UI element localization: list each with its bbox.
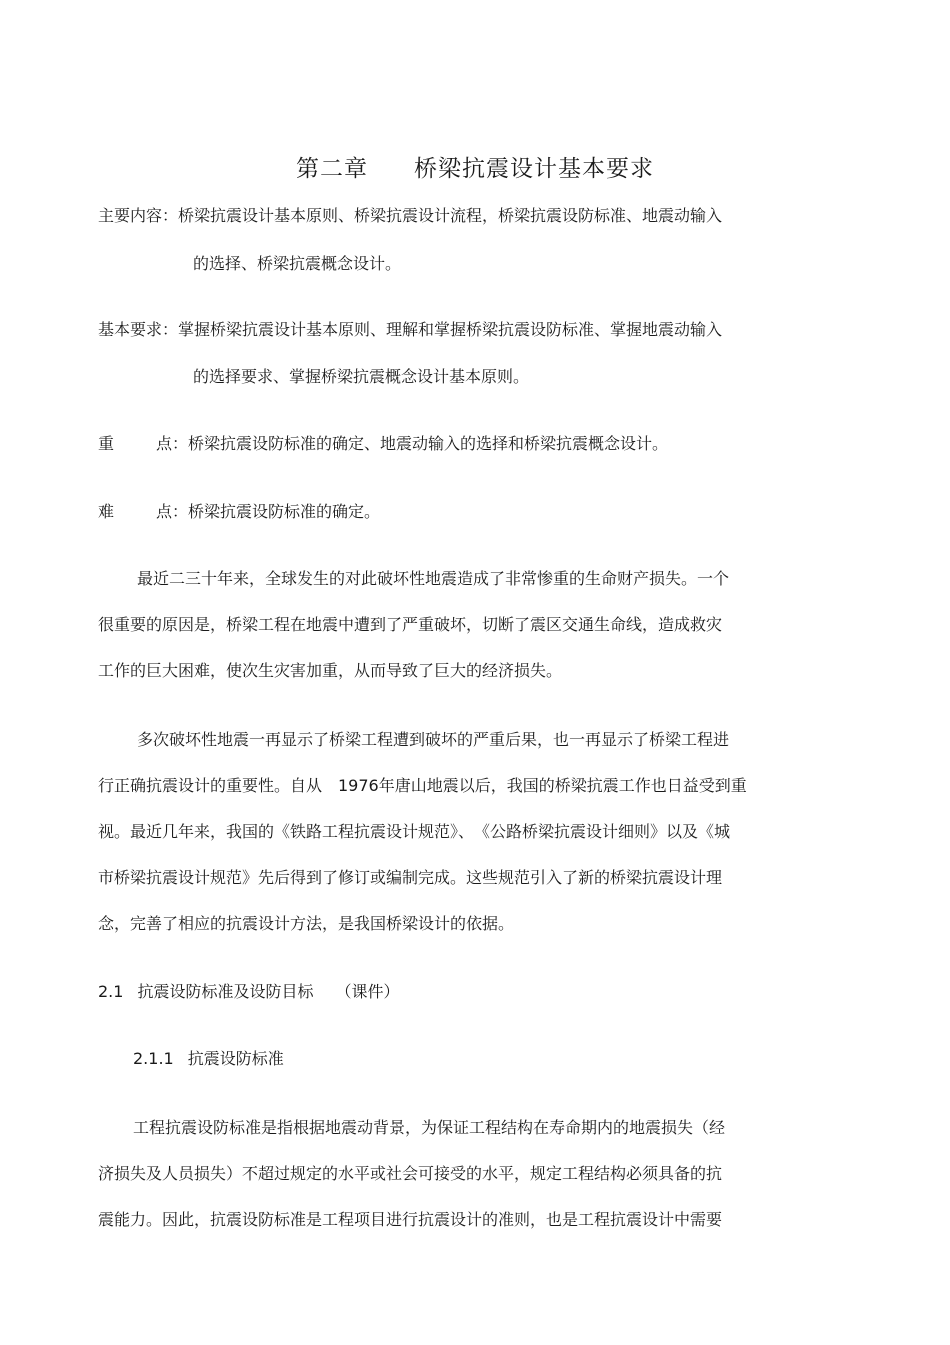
main-content-label: 主要内容：: [98, 206, 179, 225]
paragraph2-line: 行正确抗震设计的重要性。自从 1976年唐山地震以后，我国的桥梁抗震工作也日益受到重: [98, 776, 747, 795]
section-heading: [98, 982, 399, 1002]
requirements-line-1: [98, 320, 722, 340]
paragraph2-line: 视。最近几年来，我国的《铁路工程抗震设计规范》、 《公路桥梁抗震设计细则》以及《城: [98, 822, 731, 841]
difficulty-label-a: 难: [98, 502, 115, 521]
chapter-number: 第二章: [296, 156, 368, 182]
paragraph3-line: 工程抗震设防标准是指根据地震动背景，为保证工程结构在寿命期内的地震损失（经: [133, 1118, 726, 1137]
requirements-label: 基本要求：: [98, 320, 179, 339]
requirements-text-2: 的选择要求、掌握桥梁抗震概念设计基本原则。: [193, 367, 530, 386]
chapter-title: [0, 150, 950, 183]
main-content-text-2: 的选择、桥梁抗震概念设计。: [193, 254, 402, 273]
key-label-a: 重: [98, 434, 115, 453]
paragraph1-line: 很重要的原因是，桥梁工程在地震中遭到了严重破坏，切断了震区交通生命线，造成救灾: [98, 615, 723, 634]
section-number: 2.1: [98, 982, 124, 1001]
paragraph1-line: 最近二三十年来，全球发生的对此破坏性地震造成了非常惨重的生命财产损失。一个: [137, 569, 730, 588]
subsection-heading: [133, 1049, 284, 1069]
paragraph1-line: 工作的巨大困难，使次生灾害加重，从而导致了巨大的经济损失。: [98, 661, 563, 680]
difficulty-text: 桥梁抗震设防标准的确定。: [188, 502, 381, 521]
main-content-line-1: [98, 206, 722, 226]
difficulty-label-b: 点：: [156, 502, 189, 521]
main-content-text-1: 桥梁抗震设计基本原则、桥梁抗震设计流程，桥梁抗震设防标准、地震动输入: [178, 206, 723, 225]
key-points-line: [98, 434, 668, 454]
paragraph3-line: 济损失及人员损失）不超过规定的水平或社会可接受的水平，规定工程结构必须具备的抗: [98, 1164, 723, 1183]
subsection-title: 抗震设防标准: [187, 1049, 284, 1068]
section-note: （课件）: [335, 982, 400, 1001]
requirements-text-1: 掌握桥梁抗震设计基本原则、理解和掌握桥梁抗震设防标准、掌握地震动输入: [178, 320, 723, 339]
paragraph2-line: 市桥梁抗震设计规范》先后得到了修订或编制完成。这些规范引入了新的桥梁抗震设计理: [98, 868, 723, 887]
chapter-heading: 桥梁抗震设计基本要求: [414, 156, 654, 182]
key-label-b: 点：: [156, 434, 189, 453]
paragraph2-line: 念，完善了相应的抗震设计方法，是我国桥梁设计的依据。: [98, 914, 515, 933]
section-title: 抗震设防标准及设防目标: [137, 982, 314, 1001]
subsection-number: 2.1.1: [133, 1049, 174, 1068]
paragraph3-line: 震能力。因此，抗震设防标准是工程项目进行抗震设计的准则，也是工程抗震设计中需要: [98, 1210, 723, 1229]
paragraph2-line: 多次破坏性地震一再显示了桥梁工程遭到破坏的严重后果，也一再显示了桥梁工程进: [137, 730, 730, 749]
key-points-text: 桥梁抗震设防标准的确定、地震动输入的选择和桥梁抗震概念设计。: [188, 434, 669, 453]
difficulty-line: [98, 502, 380, 522]
